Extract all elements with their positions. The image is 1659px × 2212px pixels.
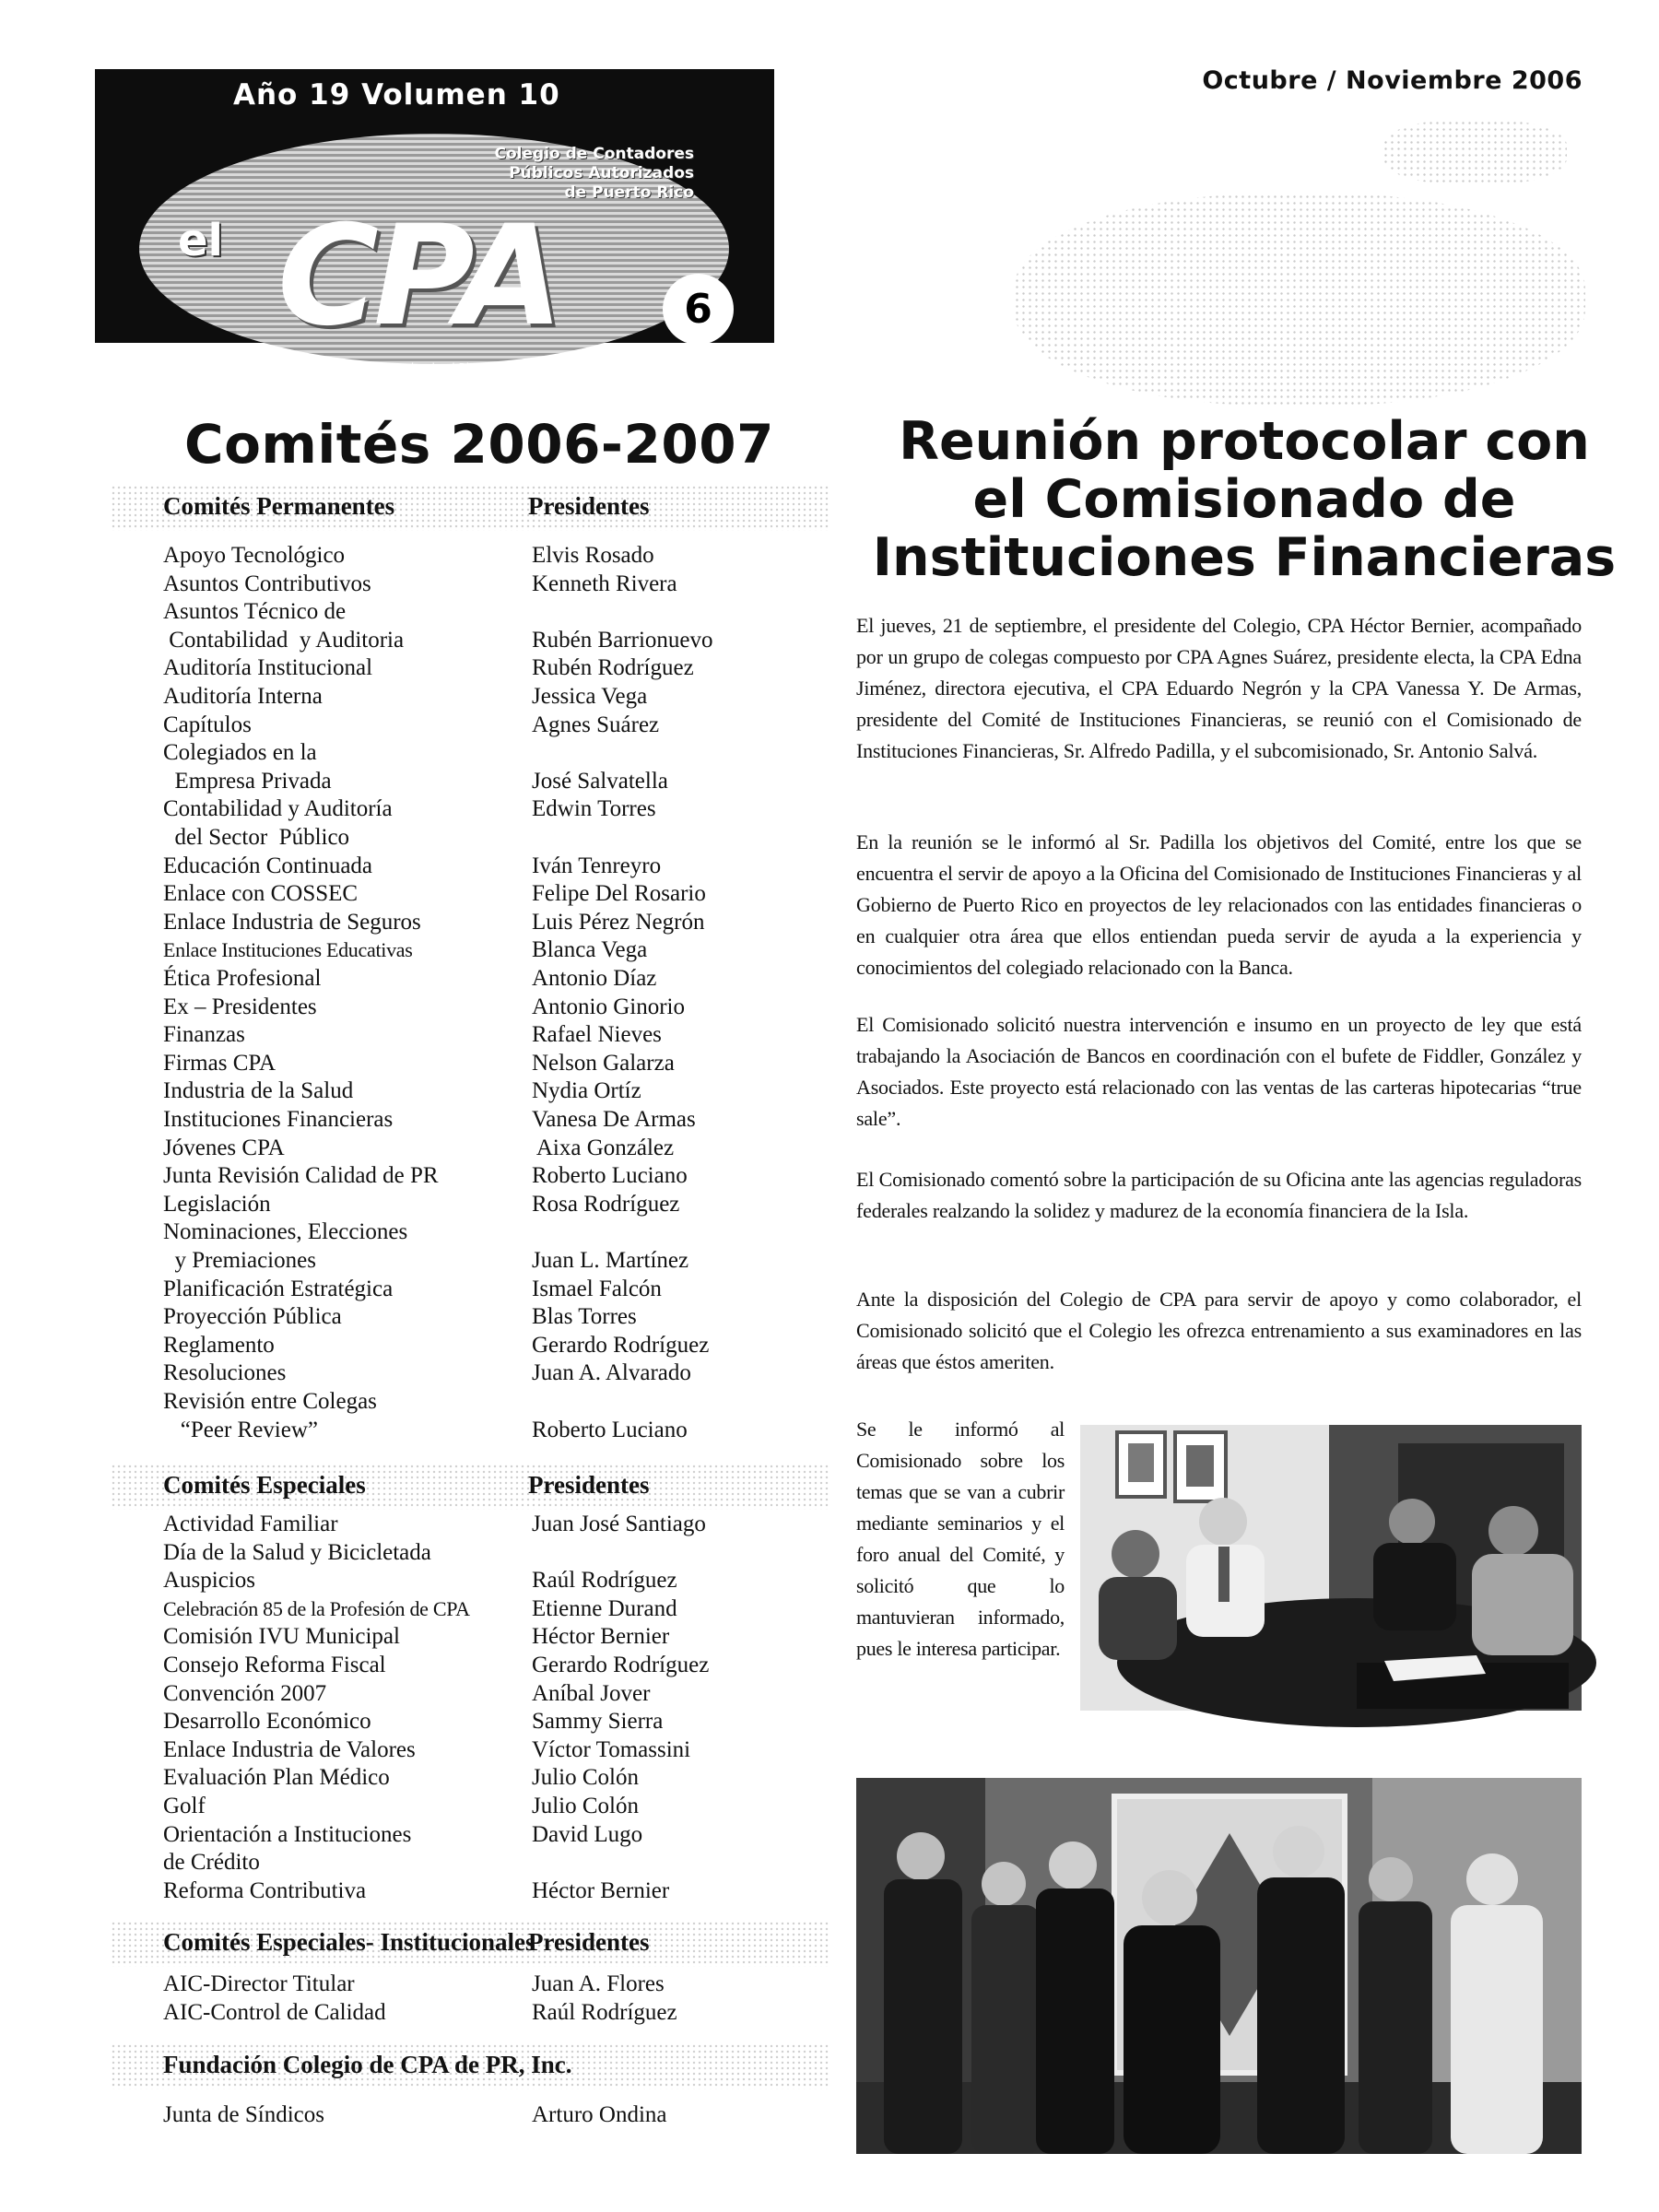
committee-name: Nominaciones, Elecciones: [163, 1219, 408, 1245]
section-header-title: Comités Permanentes: [163, 492, 395, 520]
committee-president: Gerardo Rodríguez: [532, 1653, 710, 1677]
committee-president: Aníbal Jover: [532, 1680, 651, 1706]
committee-name: Ética Profesional: [163, 966, 322, 991]
committee-president: Juan José Santiago: [532, 1512, 706, 1536]
organization-line-2: Públicos Autorizados: [509, 164, 694, 182]
committee-name: Día de la Salud y Bicicletada: [163, 1539, 431, 1565]
committee-president: Etienne Durand: [532, 1595, 677, 1621]
committee-president: Elvis Rosado: [532, 543, 654, 568]
committee-president: Rubén Barrionuevo: [532, 627, 713, 653]
committee-president: Raúl Rodríguez: [532, 1999, 677, 2025]
committee-name: Convención 2007: [163, 1680, 327, 1706]
committee-president: Blanca Vega: [532, 937, 648, 963]
section-header-title: Fundación Colegio de CPA de PR, Inc.: [163, 2051, 572, 2078]
masthead-tagline: Protegiendo el Bienestar Económico de Puerto Rico: [375, 361, 659, 374]
issue-label: Año 19 Volumen 10: [233, 78, 560, 112]
committee-president: Vanesa De Armas: [532, 1107, 696, 1132]
committee-name: Empresa Privada: [163, 768, 332, 794]
committee-name: Asuntos Técnico de: [163, 599, 347, 625]
committee-president: Antonio Ginorio: [532, 994, 685, 1019]
committee-name: Asuntos Contributivos: [163, 571, 371, 596]
committee-president: Iván Tenreyro: [532, 853, 662, 878]
committee-president: David Lugo: [532, 1821, 643, 1847]
section-header: [111, 2043, 830, 2089]
committee-president: Julio Colón: [532, 1794, 639, 1818]
committee-name: Resoluciones: [163, 1360, 287, 1386]
article-paragraph-5: Ante la disposición del Colegio de CPA para servir de apoyo y como colaborador, el Comisionado solicitó que el Colegio les ofrezca entrenamiento a sus examinadores en las áreas que éstos ameriten.: [856, 1288, 1582, 1373]
article-title-line-2: el Comisionado de: [972, 469, 1516, 530]
article-title: [848, 413, 1641, 587]
committee-president: Edwin Torres: [532, 796, 656, 822]
organization-line-1: Colegio de Contadores: [494, 145, 694, 163]
committee-name: Auditoría Institucional: [163, 655, 373, 681]
section-header-presidents: Presidentes: [528, 1471, 650, 1499]
committee-name: Firmas CPA: [163, 1050, 276, 1076]
committee-name: Junta de Síndicos: [163, 2102, 324, 2127]
committee-president: Raúl Rodríguez: [532, 1568, 677, 1594]
committee-name: del Sector Público: [163, 825, 350, 850]
committee-president: Ismael Falcón: [532, 1276, 662, 1301]
section-header-presidents: Presidentes: [528, 492, 650, 520]
committee-president: Rosa Rodríguez: [532, 1191, 680, 1217]
article-paragraph-3: El Comisionado solicitó nuestra intervención e insumo en un proyecto de ley que está trabajando la Asociación de Bancos en coordinación con el bufete de Fiddler, González y Asociados. Este proyecto está relacionado con las ventas de las carteras hipotecarias “true sale”.: [856, 1013, 1582, 1130]
committee-president: Juan A. Alvarado: [532, 1360, 691, 1386]
committee-name: Golf: [163, 1794, 206, 1818]
article-paragraph-1: El jueves, 21 de septiembre, el presidente del Colegio, CPA Héctor Bernier, acompañado por un grupo de colegas compuesto por CPA Agnes Suárez, presidente electa, la CPA Edna Jiménez, directora ejecutiva, el CPA Eduardo Negrón y la CPA Vanessa Y. De Armas, presidente del Comité de Instituciones Financieras, se reunió con el Comisionado de Instituciones Financieras, Sr. Alfredo Padilla, y el subcomisionado, Sr. Antonio Salvá.: [856, 614, 1582, 762]
committee-president: Héctor Bernier: [532, 1877, 670, 1903]
committee-name: Enlace con COSSEC: [163, 881, 359, 907]
article-title-line-1: Reunión protocolar con: [899, 411, 1590, 472]
article-paragraph-2: En la reunión se le informó al Sr. Padilla los objetivos del Comité, entre los que se encuentra el servir de apoyo a la Oficina del Comisionado de Instituciones Financieras y al Gobierno de Puerto Rico en proyectos de ley relacionados con las entidades financieras o en cualquier otra área que ellos entiendan pueda servir de ayuda a la experiencia y conocimientos del colegiado relacionado con la Banca.: [856, 830, 1582, 979]
committee-name: de Crédito: [163, 1850, 260, 1876]
organization-line-3: de Puerto Rico: [564, 183, 694, 202]
photo-caption: Se le informó al Comisionado sobre los temas que se van a cubrir mediante seminarios y el foro anual del Comité, y solicitó que lo mantuvieran informado, pues le interesa participar.: [856, 1418, 1065, 1660]
committee-president: Víctor Tomassini: [532, 1736, 691, 1762]
committee-name: Enlace Industria de Valores: [163, 1736, 416, 1762]
committee-president: José Salvatella: [532, 768, 668, 794]
group-photo: [856, 1778, 1582, 2154]
committee-name: Desarrollo Económico: [163, 1709, 371, 1735]
committee-president: Felipe Del Rosario: [532, 881, 706, 907]
masthead: [95, 69, 774, 374]
committee-president: Rubén Rodríguez: [532, 655, 694, 681]
committee-name: Colegiados en la: [163, 740, 317, 766]
committee-name: Enlace Industria de Seguros: [163, 909, 421, 935]
committee-name: Reforma Contributiva: [163, 1877, 367, 1903]
committee-president: Blas Torres: [532, 1304, 637, 1330]
meeting-photo: [1080, 1425, 1582, 1711]
committee-name: Proyección Pública: [163, 1304, 342, 1330]
committee-president: Juan A. Flores: [532, 1971, 665, 1996]
committee-name: Finanzas: [163, 1022, 245, 1048]
committee-name: Contabilidad y Auditoria: [163, 627, 405, 653]
logo-cpa: CPA: [277, 196, 559, 357]
committee-president: Gerardo Rodríguez: [532, 1332, 710, 1358]
committee-name: Auditoría Interna: [163, 684, 323, 709]
committee-president: Agnes Suárez: [532, 712, 660, 737]
committee-name: Jóvenes CPA: [163, 1135, 285, 1160]
committee-name: y Premiaciones: [163, 1248, 316, 1273]
committee-president: Roberto Luciano: [532, 1163, 688, 1189]
committee-name: Reglamento: [163, 1332, 275, 1358]
committee-president: Julio Colón: [532, 1765, 639, 1791]
committee-president: Arturo Ondina: [532, 2102, 667, 2127]
section-header: [111, 485, 830, 531]
page-number-badge: 6: [663, 274, 734, 345]
section-header-title: Comités Especiales: [163, 1471, 366, 1499]
committee-president: Roberto Luciano: [532, 1417, 688, 1442]
committee-president: Juan L. Martínez: [532, 1248, 689, 1273]
committee-name: Enlace Instituciones Educativas: [163, 938, 413, 962]
committee-president: Jessica Vega: [532, 684, 648, 709]
decorative-speckle: [1014, 194, 1585, 406]
committee-president: Nelson Galarza: [532, 1050, 675, 1076]
committee-president: Kenneth Rivera: [532, 571, 677, 596]
section-header: [111, 1464, 830, 1510]
article-paragraph-4: El Comisionado comentó sobre la participación de su Oficina ante las agencias reguladoras federales realzando la solidez y madurez de la economía financiera de la Isla.: [856, 1168, 1582, 1222]
committee-president: Antonio Díaz: [532, 966, 657, 991]
article-title-line-3: Instituciones Financieras: [872, 527, 1617, 588]
committee-name: Junta Revisión Calidad de PR: [163, 1163, 439, 1189]
committee-name: Comisión IVU Municipal: [163, 1624, 400, 1650]
committee-name: Contabilidad y Auditoría: [163, 796, 393, 822]
committee-name: AIC-Director Titular: [163, 1971, 355, 1996]
issue-date: Octubre / Noviembre 2006: [1202, 66, 1583, 95]
organization-name: [339, 145, 694, 203]
committee-name: Revisión entre Colegas: [163, 1389, 377, 1414]
committee-president: Sammy Sierra: [532, 1709, 664, 1735]
committee-name: Instituciones Financieras: [163, 1107, 394, 1132]
section-header: [111, 1921, 830, 1967]
committee-name: Legislación: [163, 1191, 271, 1217]
committee-name: Planificación Estratégica: [163, 1276, 394, 1301]
committees-title: Comités 2006-2007: [184, 413, 774, 476]
committee-name: Ex – Presidentes: [163, 994, 317, 1019]
committee-name: Educación Continuada: [163, 853, 373, 878]
committee-name: Consejo Reforma Fiscal: [163, 1653, 386, 1677]
section-header-presidents: Presidentes: [528, 1928, 650, 1956]
committee-name: Auspicios: [163, 1568, 255, 1594]
committee-name: Orientación a Instituciones: [163, 1821, 412, 1847]
logo-el: el: [178, 215, 224, 266]
committee-president: Aixa González: [532, 1135, 675, 1160]
committee-president: Luis Pérez Negrón: [532, 909, 705, 935]
committee-name: Evaluación Plan Médico: [163, 1765, 390, 1791]
committee-name: AIC-Control de Calidad: [163, 1999, 386, 2025]
committee-name: “Peer Review”: [163, 1417, 318, 1442]
committee-name: Industria de la Salud: [163, 1078, 354, 1104]
committee-name: Apoyo Tecnológico: [163, 543, 346, 568]
committee-president: Nydia Ortíz: [532, 1078, 641, 1104]
committee-president: Héctor Bernier: [532, 1624, 670, 1650]
committee-president: Rafael Nieves: [532, 1022, 662, 1048]
committee-name: Actividad Familiar: [163, 1512, 338, 1536]
committee-name: Capítulos: [163, 712, 252, 737]
committee-name: Celebración 85 de la Profesión de CPA: [163, 1596, 470, 1620]
decorative-speckle-small: [1382, 120, 1567, 184]
section-header-title: Comités Especiales- Institucionales: [163, 1928, 535, 1956]
